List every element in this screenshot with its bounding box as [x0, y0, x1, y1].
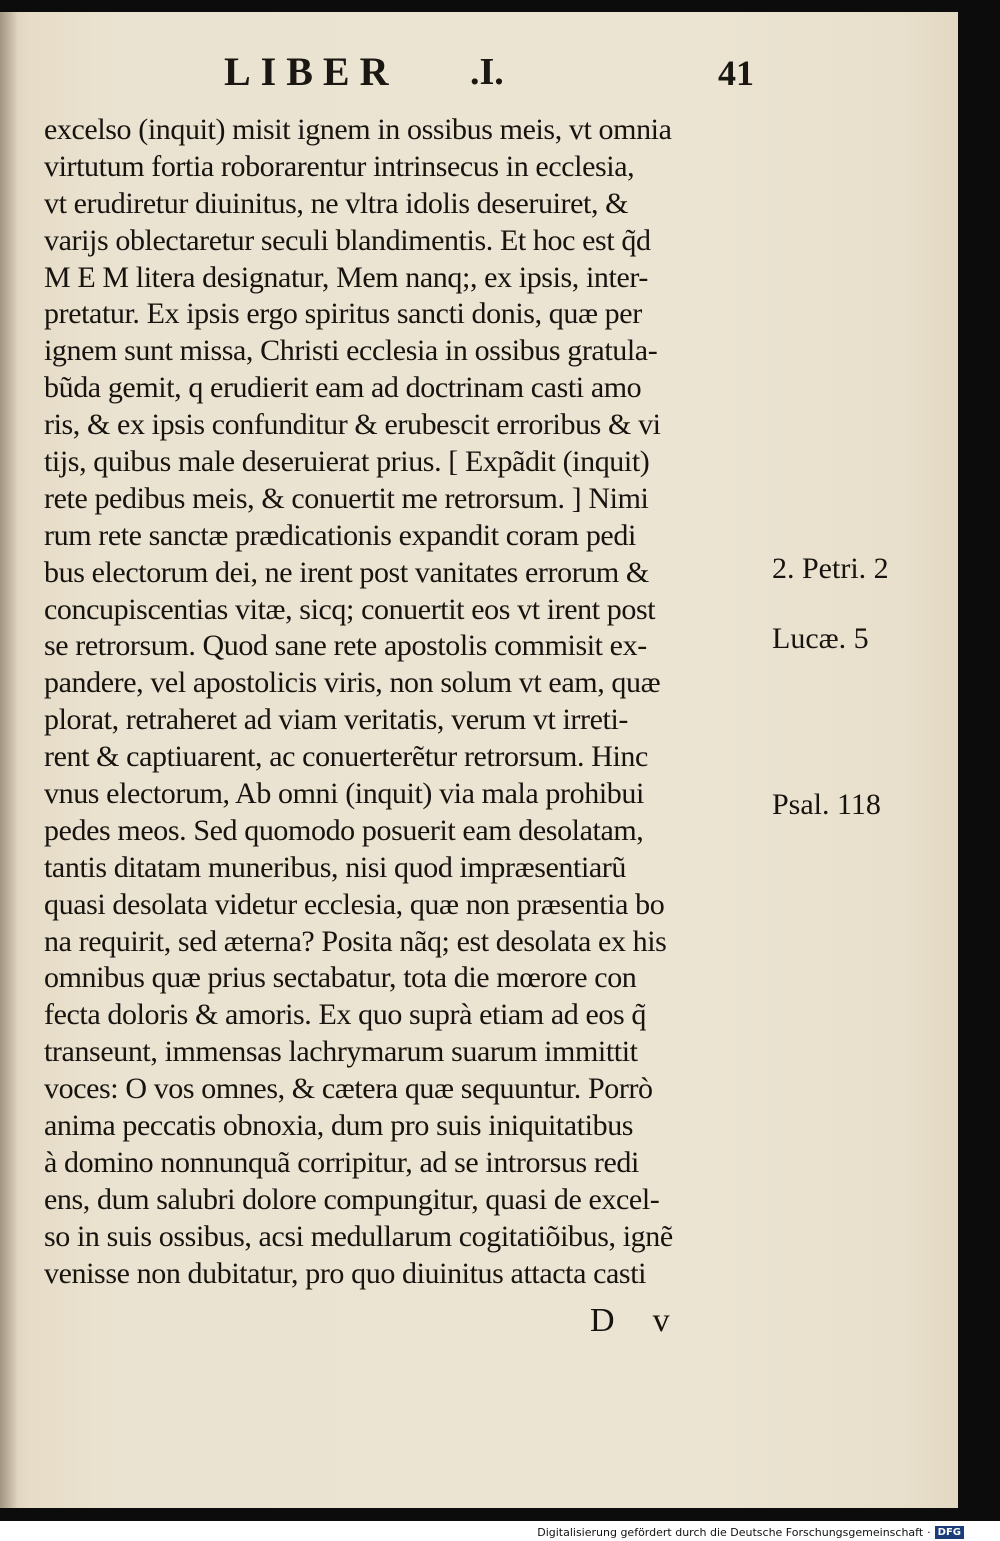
book-number: .I. — [470, 51, 504, 93]
signature-number: v — [652, 1302, 670, 1339]
text-line: excelso (inquit) misit ignem in ossibus meis, vt omnia — [44, 113, 672, 146]
signature-letter: D — [590, 1302, 615, 1339]
text-line: bus electorum dei, ne irent post vanitates errorum & — [44, 555, 649, 589]
book-page — [0, 12, 958, 1508]
gutter-shadow — [0, 12, 18, 1508]
text-line: à domino nonnunquã corripitur, ad se introrsus redi — [44, 1145, 639, 1179]
text-line: na requirit, sed æterna? Posita nãq; est desolata ex his — [44, 924, 667, 958]
text-line: anima peccatis obnoxia, dum pro suis iniquitatibus — [44, 1109, 634, 1143]
text-line: ris, & ex ipsis confunditur & erubescit erroribus & vi — [44, 408, 661, 442]
text-line: tijs, quibus male deseruierat prius. [ Expãdit (inquit) — [44, 445, 650, 479]
text-line: tantis ditatam muneribus, nisi quod impræsentiarũ — [44, 850, 626, 884]
text-line: quasi desolata videtur ecclesia, quæ non præsentia bo — [44, 887, 665, 921]
text-line: rete pedibus meis, & conuertit me retrorsum. ] Nimi — [44, 481, 649, 515]
text-line: voces: O vos omnes, & cætera quæ sequuntur. Porrò — [44, 1072, 653, 1106]
dfg-logo: DFG — [935, 1526, 964, 1539]
text-line: ignem sunt missa, Christi ecclesia in ossibus gratula- — [44, 334, 658, 368]
text-line: venisse non dubitatur, pro quo diuinitus attacta casti — [44, 1256, 647, 1290]
text-line: se retrorsum. Quod sane rete apostolis commisit ex- — [44, 629, 647, 663]
credit-separator: · — [927, 1525, 931, 1539]
marginal-note-psalm: Psal. 118 — [772, 788, 881, 821]
text-line: vt erudiretur diuinitus, ne vltra idolis deseruiret, & — [44, 186, 629, 220]
text-line: bũda gemit, q erudierit eam ad doctrinam casti amo — [44, 371, 642, 405]
marginal-note-petri: 2. Petri. 2 — [772, 552, 889, 585]
text-line: fecta doloris & amoris. Ex quo suprà etiam ad eos q̃ — [44, 998, 646, 1032]
marginal-note-lucae: Lucæ. 5 — [772, 622, 869, 655]
text-line: rum rete sanctæ prædicationis expandit coram pedi — [44, 518, 636, 552]
funding-credit — [537, 1524, 964, 1540]
text-line: varijs oblectaretur seculi blandimentis. Et hoc est q̃d — [44, 223, 651, 257]
text-line: concupiscentias vitæ, sicq; conuertit eos vt irent post — [44, 592, 656, 626]
text-line: pandere, vel apostolicis viris, non solum vt eam, quæ — [44, 666, 661, 700]
text-line: pretatur. Ex ipsis ergo spiritus sancti donis, quæ per — [44, 297, 642, 331]
running-head: LIBER — [224, 49, 399, 94]
text-line: ens, dum salubri dolore compungitur, quasi de excel- — [44, 1182, 660, 1216]
folio-number: 41 — [718, 53, 754, 93]
text-line: pedes meos. Sed quomodo posuerit eam desolatam, — [44, 813, 644, 847]
body-text — [44, 112, 764, 1293]
signature-mark — [590, 1302, 670, 1340]
text-line: virtutum fortia roborarentur intrinsecus in ecclesia, — [44, 149, 635, 183]
text-line: omnibus quæ prius sectabatur, tota die mœrore con — [44, 961, 637, 995]
text-line: M E M litera designatur, Mem nanq;, ex ipsis, inter- — [44, 260, 648, 294]
page-header — [0, 48, 958, 108]
credit-text: Digitalisierung gefördert durch die Deutsche Forschungsgemeinschaft — [537, 1525, 924, 1539]
text-line: vnus electorum, Ab omni (inquit) via mala prohibui — [44, 777, 644, 811]
text-line: plorat, retraheret ad viam veritatis, verum vt irreti- — [44, 703, 628, 737]
text-line: so in suis ossibus, acsi medullarum cogitatiõibus, ignẽ — [44, 1219, 673, 1253]
text-line: transeunt, immensas lachrymarum suarum immittit — [44, 1035, 638, 1069]
text-line: rent & captiuarent, ac conuerterẽtur retrorsum. Hinc — [44, 740, 648, 774]
